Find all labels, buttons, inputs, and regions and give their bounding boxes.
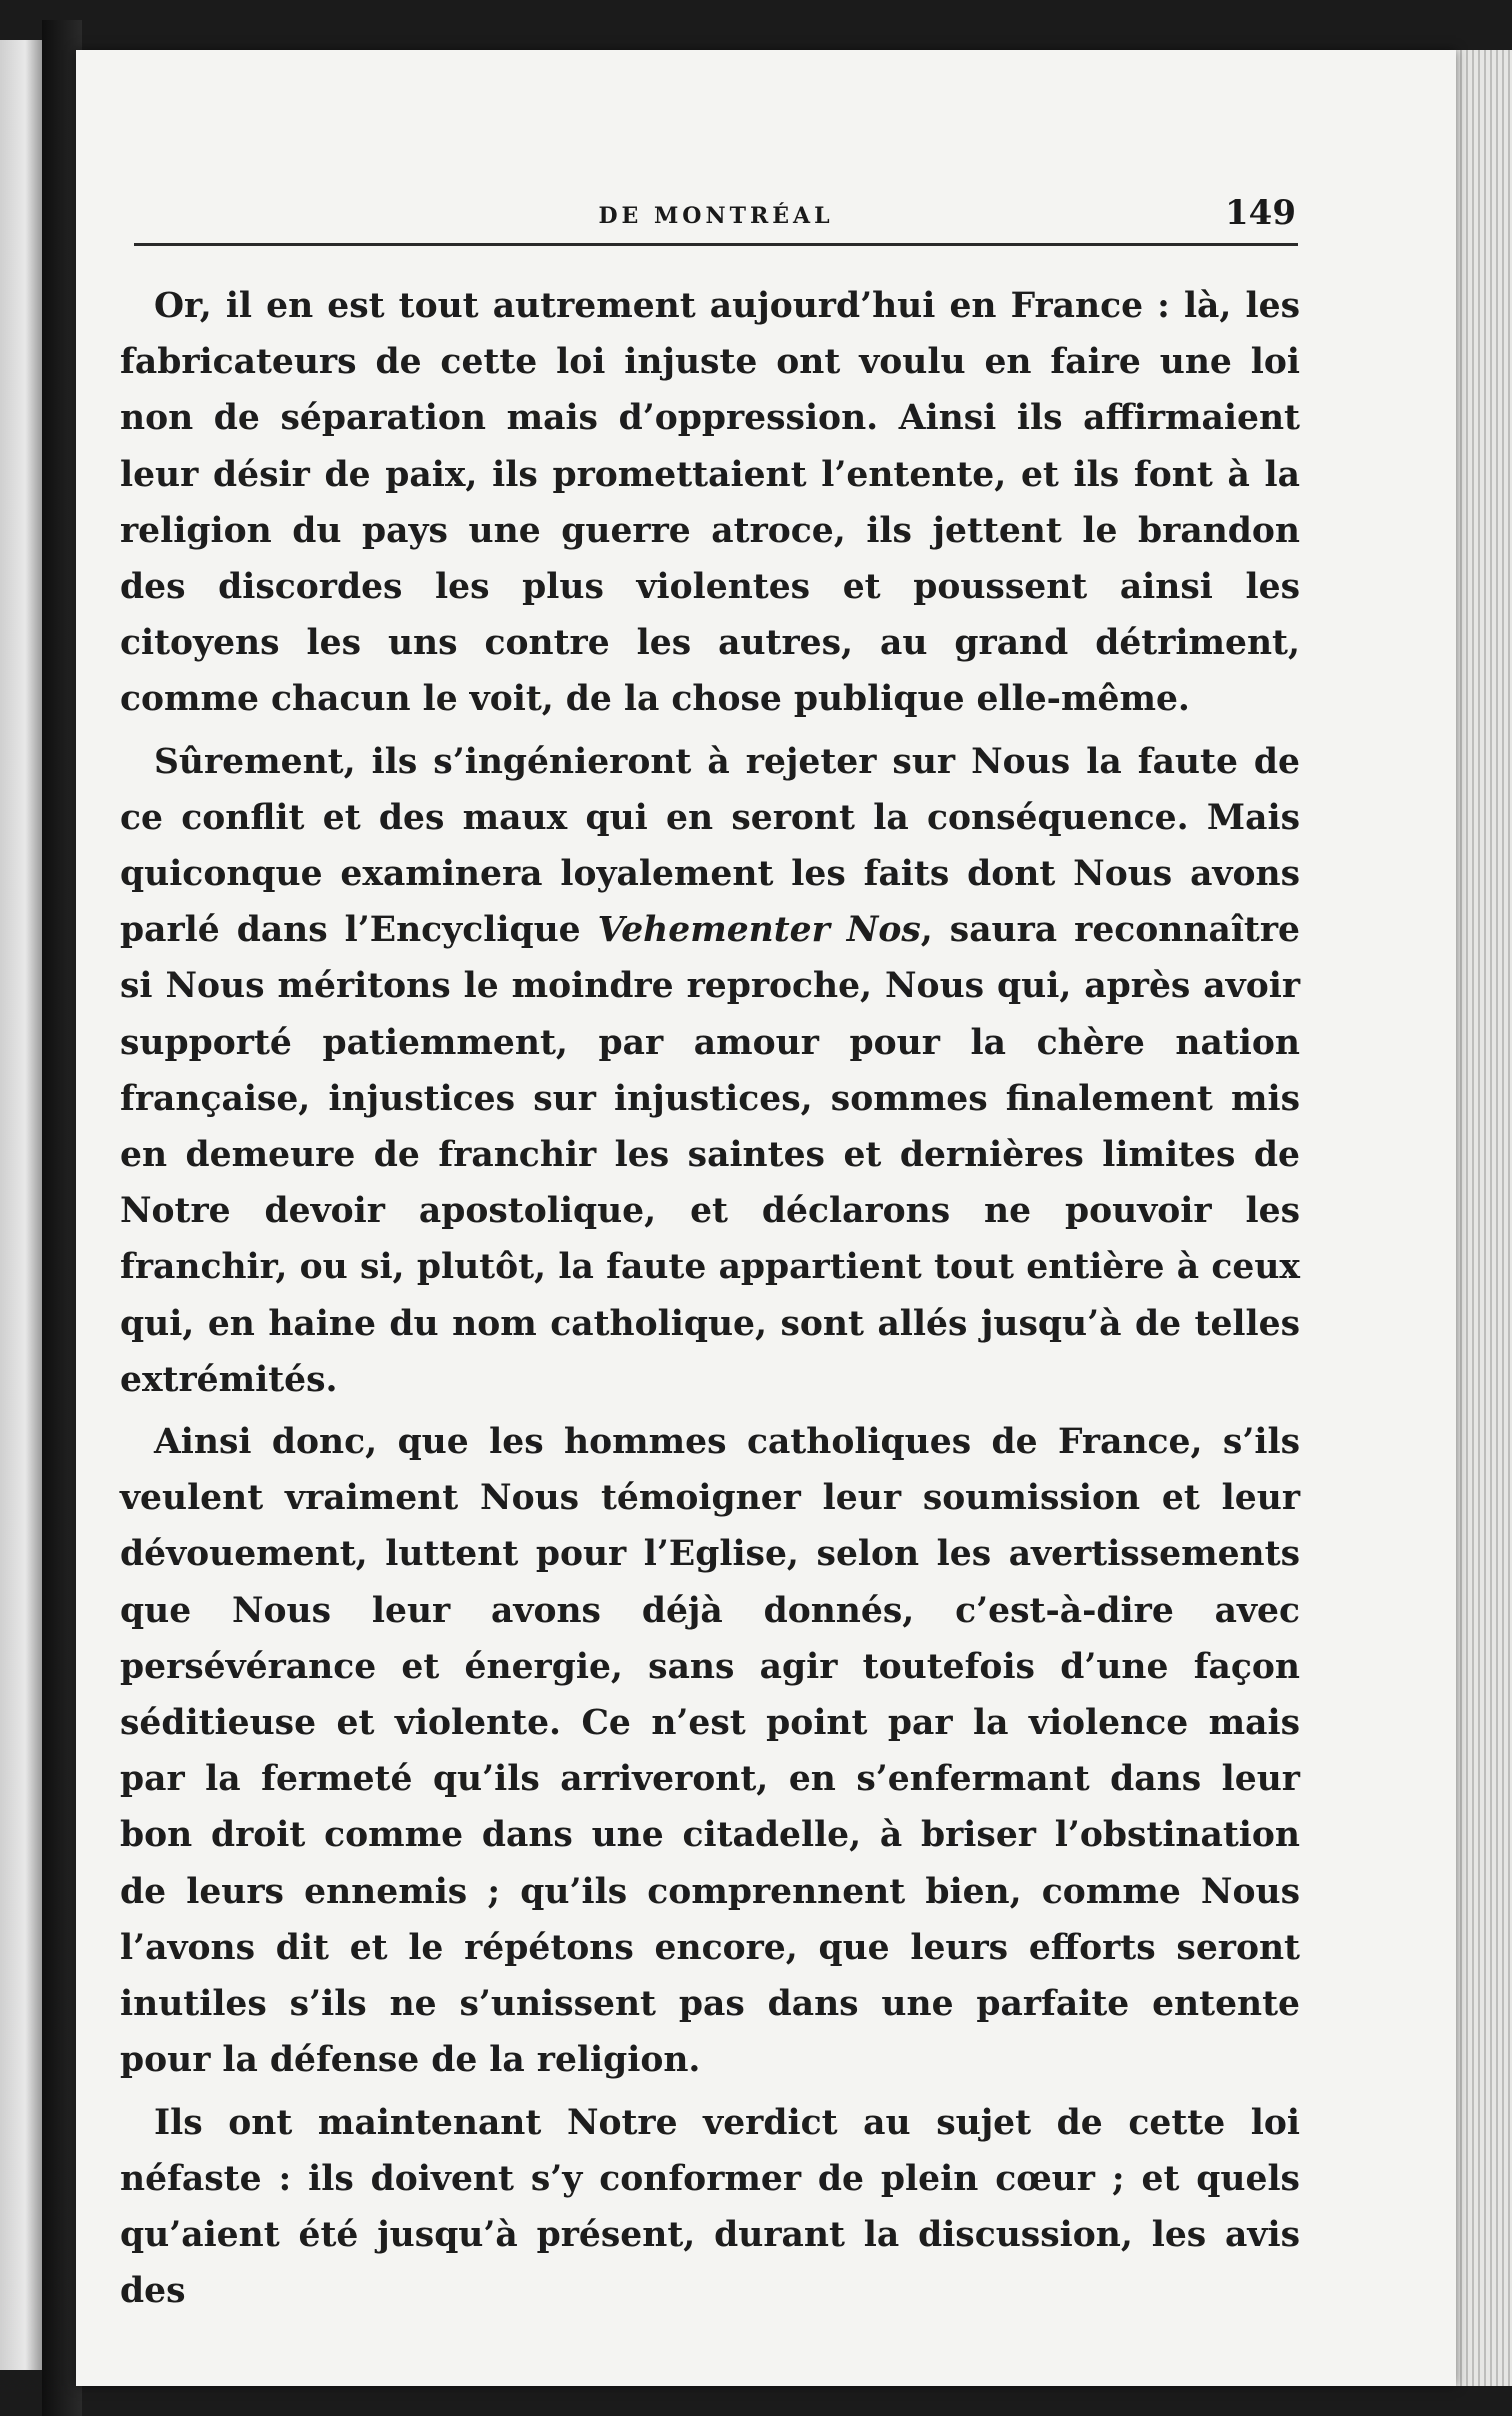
paragraph-3: Ainsi donc, que les hommes catholiques de France, s’ils veulent vraiment Nous témoigner leur soumission et leur dévouement, luttent pour l’Eglise, selon les avertissements que Nous leur avons déjà donnés, c’est-à-dire avec persévérance et énergie, sans agir toutefois d’une façon séditieuse et violente. Ce n’est point par la violence mais par la fermeté qu’ils arriveront, en s’enfermant dans leur bon droit comme dans une citadelle, à briser l’obstination de leurs ennemis ; qu’ils comprennent bien, comme Nous l’avons dit et le répétons encore, que leurs efforts seront inutiles s’ils ne s’unissent pas dans une parfaite entente pour la défense de la religion. <box>120 1422 1300 2081</box>
encyclical-title: Vehementer Nos <box>597 910 921 951</box>
paragraph-4: Ils ont maintenant Notre verdict au sujet de cette loi néfaste : ils doivent s’y conformer de plein cœur ; et quels qu’aient été jusqu’à présent, durant la discussion, les avis des <box>120 2102 1300 2312</box>
page-header <box>134 175 1298 246</box>
paragraph-2-after: , saura reconnaître si Nous méritons le moindre reproche, Nous qui, après avoir supporté patiemment, par amour pour la chère nation française, injustices sur injustices, sommes finalement mis en demeure de franchir les saintes et dernières limites de Notre devoir apostolique, et déclarons ne pouvoir les franchir, ou si, plutôt, la faute appartient tout entière à ceux qui, en haine du nom catholique, sont allés jusqu’à de telles extrémités. <box>120 910 1300 1400</box>
running-head: DE MONTRÉAL <box>598 203 834 229</box>
book-page-edges <box>1456 50 1512 2386</box>
page-number: 149 <box>1225 193 1296 233</box>
page-body <box>120 278 1300 2325</box>
paragraph-2-before: Sûrement, ils s’ingénieront à rejeter sur Nous la faute de ce conflit et des maux qui en seront la conséquence. Mais quiconque examinera loyalement les faits dont Nous avons parlé dans l’Encyclique <box>120 741 1300 951</box>
book-page <box>76 50 1456 2386</box>
paragraph-1: Or, il en est tout autrement aujourd’hui en France : là, les fabricateurs de cette loi injuste ont voulu en faire une loi non de séparation mais d’oppression. Ainsi ils affirmaient leur désir de paix, ils promettaient l’entente, et ils font à la religion du pays une guerre atroce, ils jettent le brandon des discordes les plus violentes et poussent ainsi les citoyens les uns contre les autres, au grand détriment, comme chacun le voit, de la chose publique elle-même. <box>120 286 1300 720</box>
paragraph-2 <box>120 734 1300 1408</box>
previous-page-edge <box>0 40 42 2370</box>
